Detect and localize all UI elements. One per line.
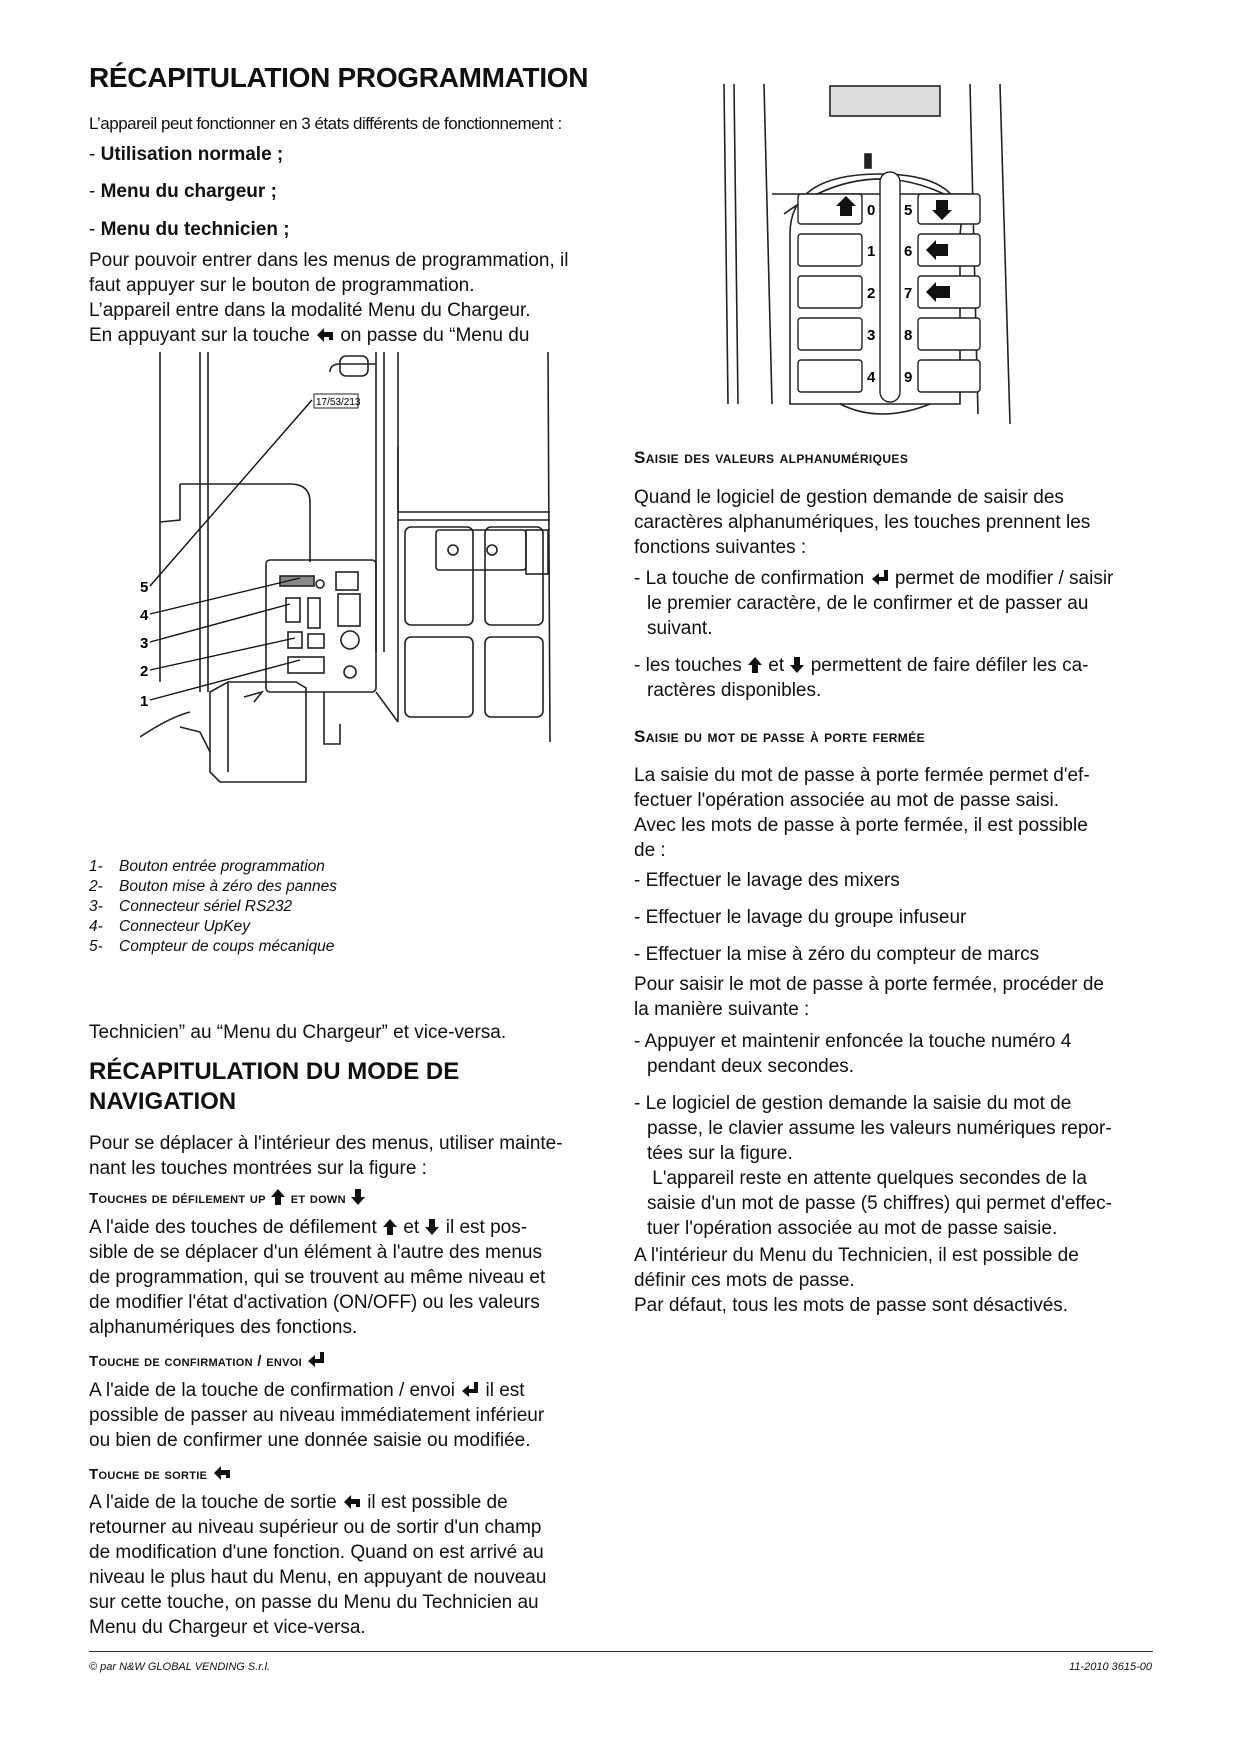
callout-5: 5: [140, 579, 149, 596]
navigation-intro: Pour se déplacer à l'intérieur des menus, utiliser mainte- nant les touches montrées sur la figure :: [89, 1133, 563, 1179]
enter-key-icon: [306, 1351, 326, 1369]
callout-3: 3: [140, 635, 149, 652]
password-step-1: - Appuyer et maintenir enfoncée la touche numéro 4 pendant deux secondes.: [634, 1031, 1072, 1077]
key-1: 1: [867, 243, 876, 260]
confirm-key-paragraph: A l'aide de la touche de confirmation / envoi il est possible de passer au niveau immédiatement inférieur ou bien de confirmer une donnée saisie ou modifiée.: [89, 1380, 545, 1451]
subtitle-scroll-keys: Touches de défilement up et down: [89, 1188, 366, 1207]
alphanumeric-paragraph: Quand le logiciel de gestion demande de saisir des caractères alphanumériques, les touches prennent les fonctions suivantes :: [634, 487, 1091, 558]
state-loader: - Menu du chargeur ;: [89, 181, 277, 202]
callout-4: 4: [140, 607, 149, 624]
subtitle-password: Saisie du mot de passe à porte fermée: [634, 727, 926, 746]
exit-key-icon: [212, 1464, 232, 1482]
caption-3: 3- Connecteur sériel RS232: [89, 898, 293, 915]
password-paragraph: La saisie du mot de passe à porte fermée permet d'ef- fectuer l'opération associée au mot de passe saisi. Avec les mots de passe à porte fermée, il est possible de :: [634, 765, 1090, 861]
key-3: 3: [867, 327, 876, 344]
machine-door-figure: [140, 352, 560, 812]
arrow-down-icon: [789, 656, 805, 674]
arrow-down-icon: [424, 1218, 440, 1236]
key-4: 4: [867, 369, 876, 386]
page-title: RÉCAPITULATION PROGRAMMATION: [89, 62, 589, 93]
state-normal: - Utilisation normale ;: [89, 144, 284, 165]
section-title-navigation: RÉCAPITULATION DU MODE DE NAVIGATION: [89, 1058, 460, 1115]
paragraph-continuation: Technicien” au “Menu du Chargeur” et vice-versa.: [89, 1022, 507, 1043]
exit-key-icon: [342, 1493, 362, 1511]
caption-4: 4- Connecteur UpKey: [89, 918, 250, 935]
password-procedure: Pour saisir le mot de passe à porte fermée, procéder de la manière suivante :: [634, 974, 1104, 1020]
enter-key-icon: [870, 569, 890, 587]
alphanumeric-bullet-arrows: - les touches et permettent de faire défiler les ca- ractères disponibles.: [634, 655, 1089, 701]
key-9: 9: [904, 369, 913, 386]
enter-key-icon: [460, 1381, 480, 1399]
keypad-figure: [720, 84, 1020, 434]
caption-2: 2- Bouton mise à zéro des pannes: [89, 878, 337, 895]
arrow-up-icon: [270, 1188, 286, 1206]
programming-paragraph: Pour pouvoir entrer dans les menus de programmation, il faut appuyer sur le bouton de programmation. L’appareil entre dans la modalité Menu du Chargeur. En appuyant sur la touche on passe du “Menu du: [89, 250, 569, 346]
callout-1: 1: [140, 693, 149, 710]
footer-copyright: © par N&W GLOBAL VENDING S.r.l.: [89, 1661, 271, 1673]
password-step-2: - Le logiciel de gestion demande la saisie du mot de passe, le clavier assume les valeurs numériques repor- tées sur la figure. L'appareil reste en attente quelques secondes de la saisie d'un mot de passe (5 chiffres) qui permet d'effec- tuer l'opération associée au mot de passe saisie.: [634, 1093, 1112, 1239]
footer-rule: [89, 1651, 1153, 1652]
key-5: 5: [904, 202, 913, 219]
password-closing: A l'intérieur du Menu du Technicien, il est possible de définir ces mots de passe. Par défaut, tous les mots de passe sont désactivés.: [634, 1245, 1079, 1316]
arrow-down-icon: [350, 1188, 366, 1206]
key-7: 7: [904, 285, 913, 302]
key-8: 8: [904, 327, 913, 344]
password-item-brewer: - Effectuer le lavage du groupe infuseur: [634, 907, 967, 928]
subtitle-confirm-key: Touche de confirmation / envoi: [89, 1351, 326, 1370]
scroll-keys-paragraph: A l'aide des touches de défilement et il est pos- sible de se déplacer d'un élément à l'autre des menus de programmation, qui se trouvent au même niveau et de modifier l'état d'activation (ON/OFF) ou les valeurs alphanumériques des fonctions.: [89, 1217, 546, 1338]
state-technician: - Menu du technicien ;: [89, 219, 290, 240]
intro-text: L’appareil peut fonctionner en 3 états différents de fonctionnement :: [89, 114, 562, 133]
exit-key-paragraph: A l'aide de la touche de sortie il est possible de retourner au niveau supérieur ou de sortir d'un champ de modification d'une fonction. Quand on est arrivé au niveau le plus haut du Menu, en appuyant de nouveau sur cette touche, on passe du Menu du Technicien au Menu du Chargeur et vice-versa.: [89, 1492, 547, 1638]
key-0: 0: [867, 202, 876, 219]
key-6: 6: [904, 243, 913, 260]
password-item-grounds: - Effectuer la mise à zéro du compteur de marcs: [634, 944, 1040, 965]
figure-code: 17/53/213: [316, 397, 361, 408]
callout-2: 2: [140, 663, 149, 680]
exit-key-icon: [315, 326, 335, 344]
subtitle-exit-key: Touche de sortie: [89, 1464, 232, 1483]
caption-1: 1- Bouton entrée programmation: [89, 858, 325, 875]
key-2: 2: [867, 285, 876, 302]
arrow-up-icon: [747, 656, 763, 674]
alphanumeric-bullet-confirm: - La touche de confirmation permet de modifier / saisir le premier caractère, de le confirmer et de passer au suivant.: [634, 568, 1114, 639]
password-item-mixers: - Effectuer le lavage des mixers: [634, 870, 900, 891]
caption-5: 5- Compteur de coups mécanique: [89, 938, 335, 955]
footer-doc-code: 11-2010 3615-00: [1069, 1661, 1152, 1673]
arrow-up-icon: [382, 1218, 398, 1236]
subtitle-alphanumeric: Saisie des valeurs alphanumériques: [634, 448, 909, 467]
